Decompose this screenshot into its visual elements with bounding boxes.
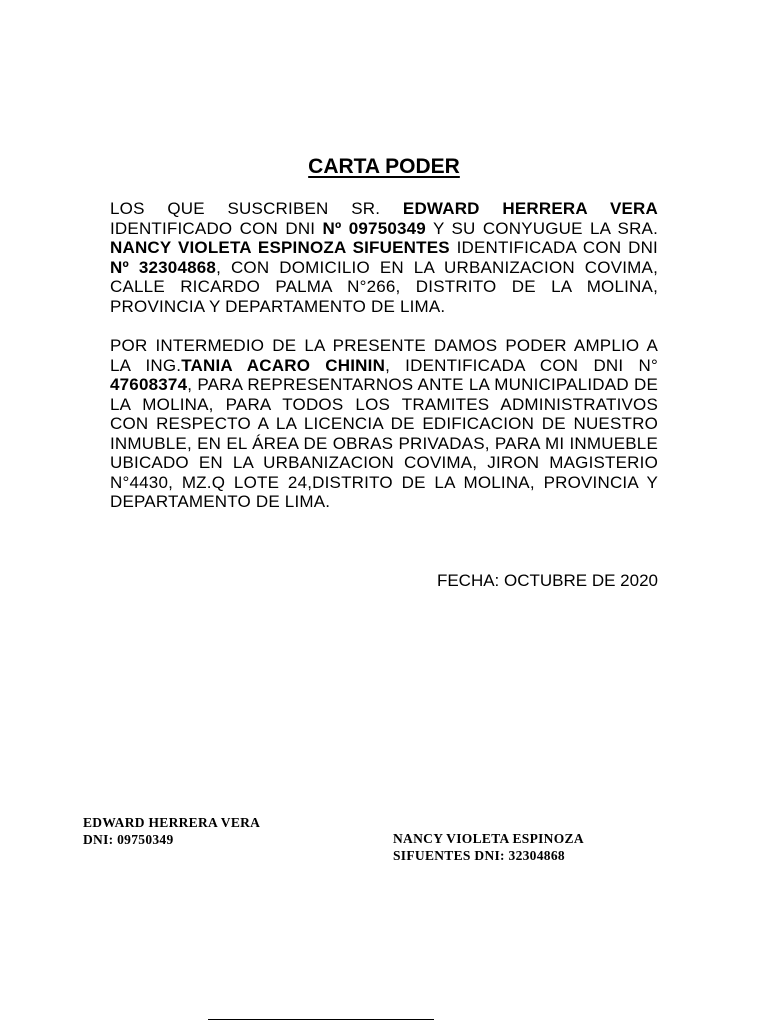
power-paragraph: [110, 336, 658, 512]
document-title: [0, 154, 768, 180]
signature-2-name: NANCY VIOLETA ESPINOZA: [393, 831, 584, 846]
signature-block-1: [83, 814, 260, 848]
p1-text-2: IDENTIFICADO CON DNI: [110, 218, 323, 238]
attorney-name: TANIA ACARO CHININ: [181, 355, 386, 375]
document-date: FECHA: OCTUBRE DE 2020: [436, 571, 658, 590]
grantor-2-dni: Nº 32304868: [110, 257, 217, 277]
grantor-2-name: NANCY VIOLETA ESPINOZA SIFUENTES: [110, 238, 450, 257]
attorney-dni: 47608374: [110, 375, 188, 394]
signature-1-name: EDWARD HERRERA VERA: [83, 815, 261, 830]
grantors-paragraph: [110, 199, 658, 316]
grantor-1-name: EDWARD HERRERA VERA: [402, 199, 658, 218]
document-title-text: CARTA PODER: [308, 155, 460, 178]
signature-2-dni: SIFUENTES DNI: 32304868: [393, 848, 565, 863]
signature-line: [208, 1019, 434, 1020]
p1-text-1: LOS QUE SUSCRIBEN SR.: [110, 199, 403, 218]
grantor-1-dni: Nº 09750349: [322, 218, 426, 238]
signature-block-2: [393, 830, 584, 864]
p1-text-3: Y SU CONYUGUE LA SRA.: [425, 218, 659, 238]
p1-text-4: IDENTIFICADA CON DNI: [449, 238, 658, 257]
signature-1-dni: DNI: 09750349: [83, 832, 174, 847]
p1-text-5: , CON DOMICILIO EN LA URBANIZACION COVIMA, CALLE RICARDO PALMA N°266, DISTRITO DE LA MOLINA, PROVINCIA Y DEPARTAMENTO DE LIMA.: [110, 257, 658, 316]
p2-text-1: POR INTERMEDIO DE LA PRESENTE DAMOS PODER AMPLIO A LA ING.: [110, 336, 658, 375]
p2-text-3: , PARA REPRESENTARNOS ANTE LA MUNICIPALIDAD DE LA MOLINA, PARA TODOS LOS TRAMITES ADMINISTRATIVOS CON RESPECTO A LA LICENCIA DE EDIFICACION DE NUESTRO INMUBLE, EN EL ÁREA DE OBRAS PRIVADAS, PARA MI INMUEBLE UBICADO EN LA URBANIZACION COVIMA, JIRON MAGISTERIO N°4430, MZ.Q LOTE 24,DISTRITO DE LA MOLINA, PROVINCIA Y DEPARTAMENTO DE LIMA.: [110, 375, 658, 511]
p2-text-2: , IDENTIFICADA CON DNI N°: [385, 355, 658, 375]
